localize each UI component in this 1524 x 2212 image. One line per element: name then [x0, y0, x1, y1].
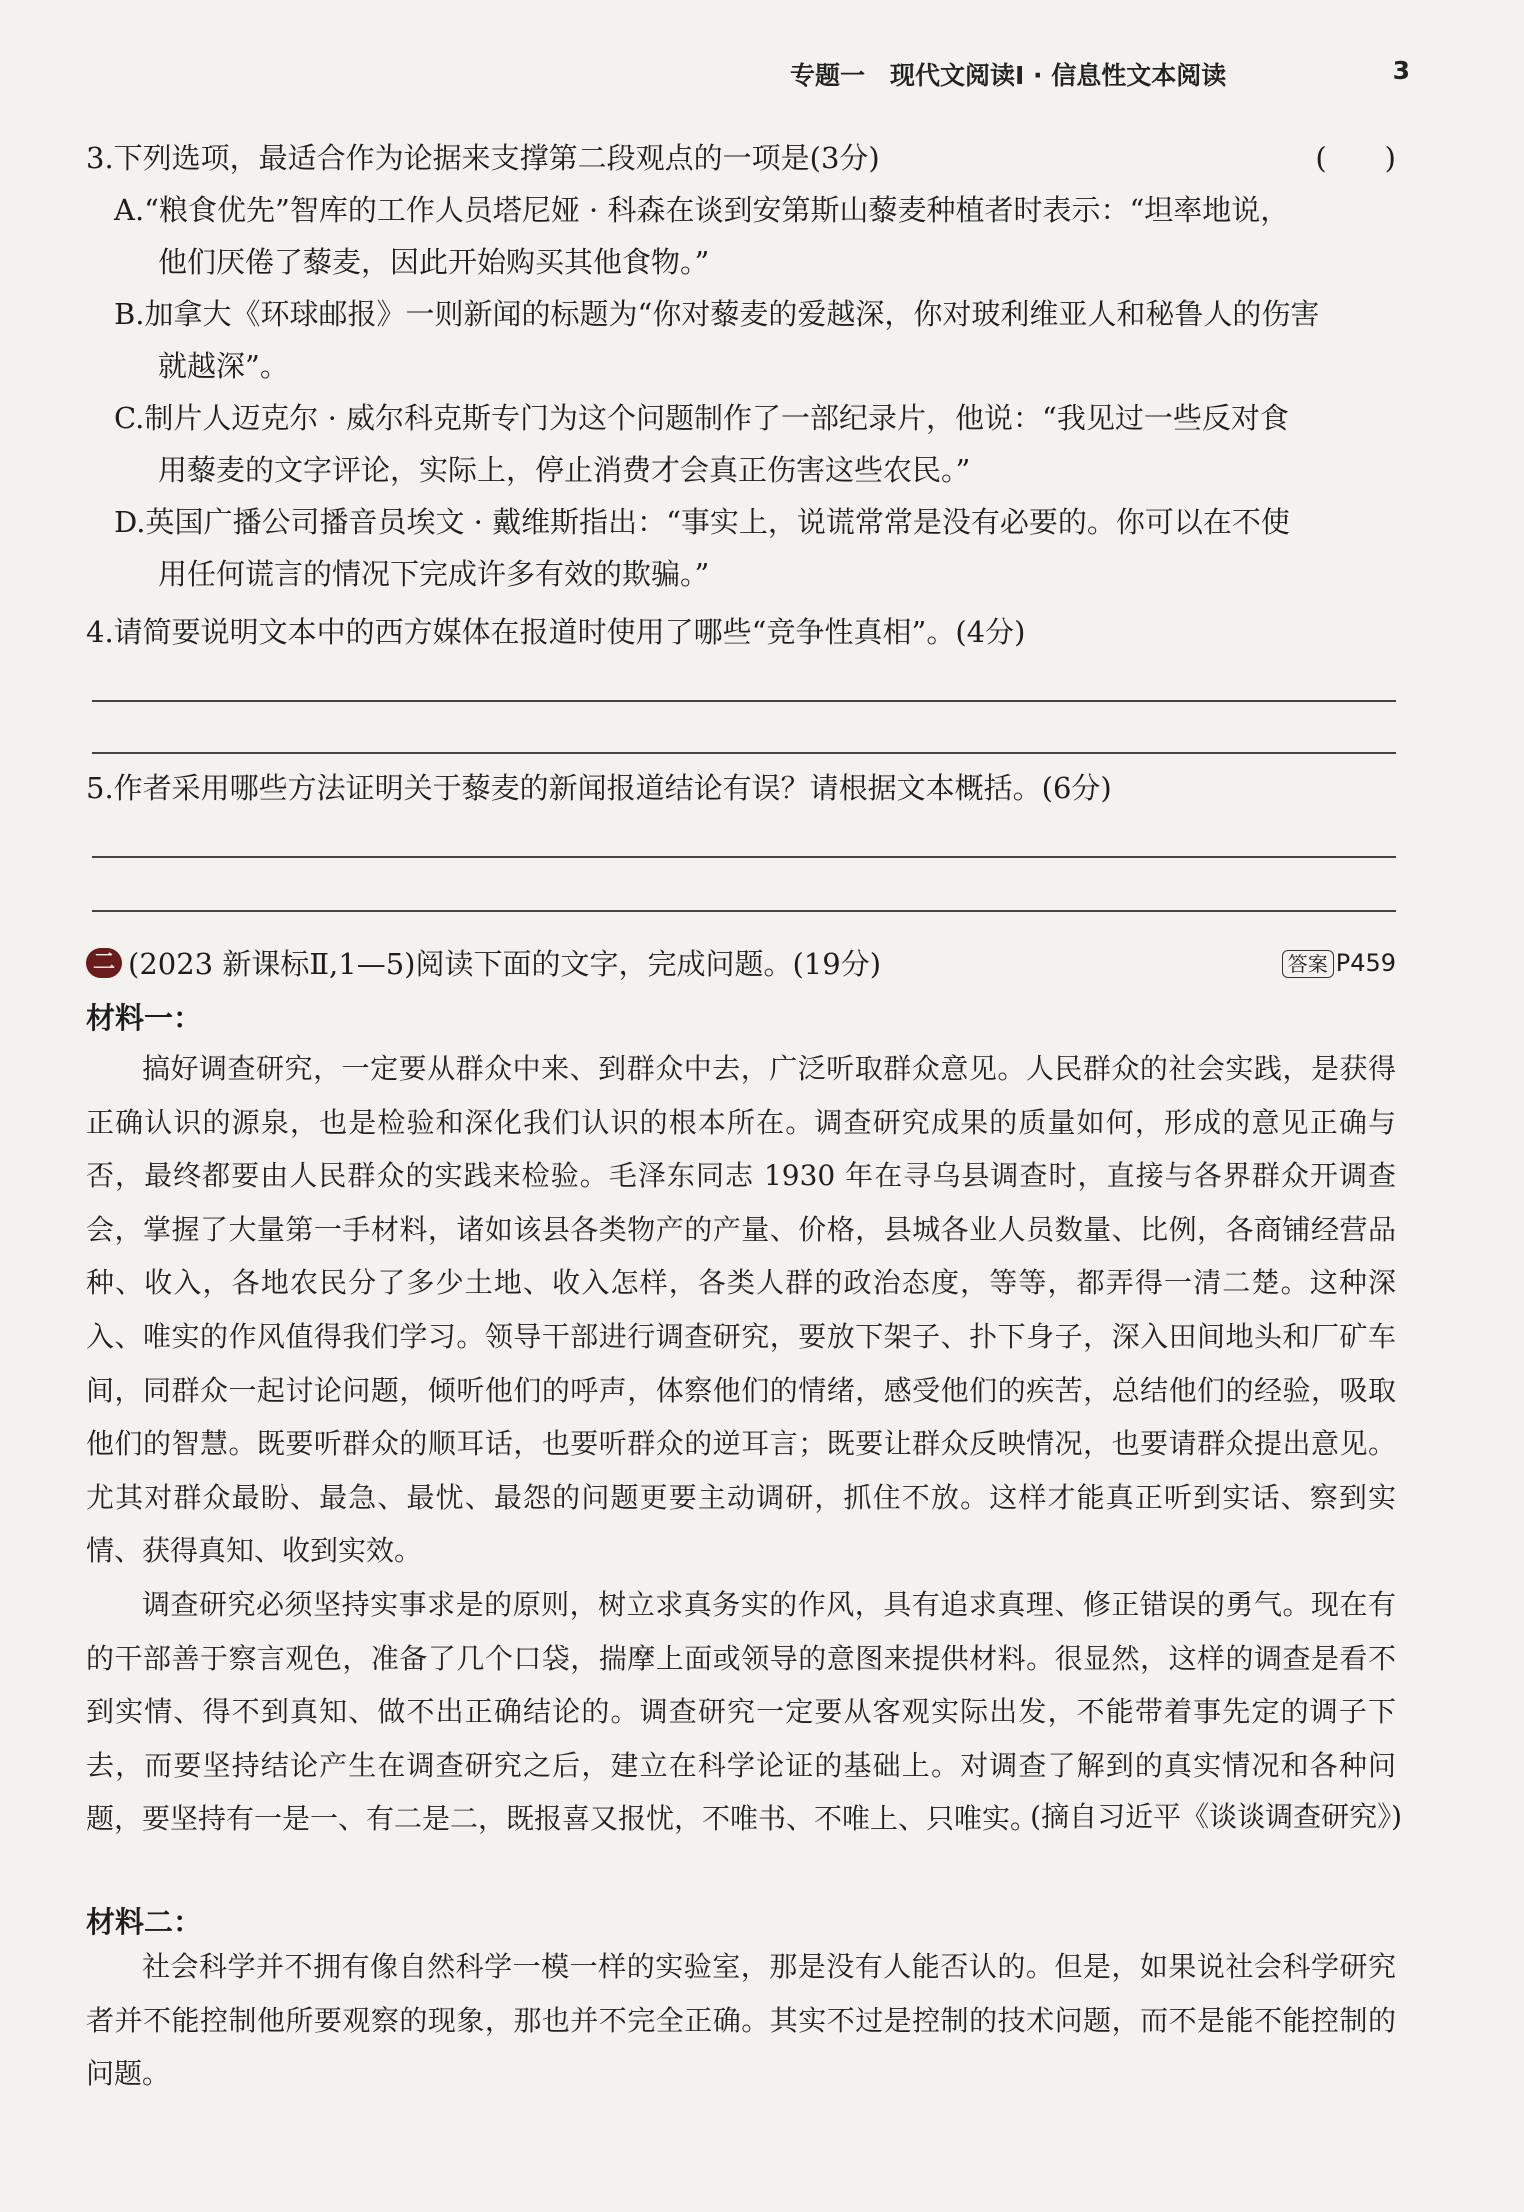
answer-line[interactable] — [92, 910, 1396, 912]
section-number-badge: 二 — [86, 948, 122, 978]
material-2-paragraph: 社会科学并不拥有像自然科学一模一样的实验室，那是没有人能否认的。但是，如果说社会科学研究者并不能控制他所要观察的现象，那也并不完全正确。其实不过是控制的技术问题，而不是能不能控制的问题。 — [86, 1950, 1396, 2091]
answer-line[interactable] — [92, 700, 1396, 702]
material-1-paragraph: 调查研究必须坚持实事求是的原则，树立求真务实的作风，具有追求真理、修正错误的勇气。现在有的干部善于察言观色，准备了几个口袋，揣摩上面或领导的意图来提供材料。很显然，这样的调查是看不到实情、得不到真知、做不出正确结论的。调查研究一定要从客观实际出发，不能带着事先定的调子下去，而要坚持结论产生在调查研究之后，建立在科学论证的基础上。对调查了解到的真实情况和各种问题，要坚持有一是一、有二是二，既报喜又报忧，不唯书、不唯上、只唯实。 — [86, 1587, 1396, 1836]
question-4 — [86, 606, 1404, 658]
option-a: A.“粮食优先”智库的工作人员塔尼娅 · 科森在谈到安第斯山藜麦种植者时表示：“坦率地说， 他们厌倦了藜麦，因此开始购买其他食物。” — [86, 184, 1404, 288]
material-2-body — [86, 1940, 1396, 2101]
option-d: D.英国广播公司播音员埃文 · 戴维斯指出：“事实上，说谎常常是没有必要的。你可以在不使 用任何谎言的情况下完成许多有效的欺骗。” — [86, 496, 1404, 600]
question-3 — [86, 132, 1404, 600]
option-c: C.制片人迈克尔 · 威尔科克斯专门为这个问题制作了一部纪录片，他说：“我见过一些反对食 用藜麦的文字评论，实际上，停止消费才会真正伤害这些农民。” — [86, 392, 1404, 496]
question-5-stem: 5.作者采用哪些方法证明关于藜麦的新闻报道结论有误？请根据文本概括。(6分) — [86, 771, 1112, 805]
option-b-text-line2: 就越深”。 — [158, 349, 289, 383]
answer-line[interactable] — [92, 856, 1396, 858]
question-5 — [86, 762, 1404, 814]
option-b: B.加拿大《环球邮报》一则新闻的标题为“你对藜麦的爱越深，你对玻利维亚人和秘鲁人的伤害 就越深”。 — [86, 288, 1404, 392]
page-number: 3 — [1392, 56, 1410, 85]
option-a-text-line1: “粮食优先”智库的工作人员塔尼娅 · 科森在谈到安第斯山藜麦种植者时表示：“坦率地说， — [144, 193, 1290, 227]
option-d-text-line2: 用任何谎言的情况下完成许多有效的欺骗。” — [158, 557, 710, 591]
answer-reference[interactable] — [1282, 946, 1396, 980]
answer-page: P459 — [1335, 949, 1396, 977]
section-2-header — [86, 942, 1396, 986]
answer-bracket: ( ) — [1315, 141, 1396, 175]
material-1-paragraph: 搞好调查研究，一定要从群众中来、到群众中去，广泛听取群众意见。人民群众的社会实践，是获得正确认识的源泉，也是检验和深化我们认识的根本所在。调查研究成果的质量如何，形成的意见正确与否，最终都要由人民群众的实践来检验。毛泽东同志 1930 年在寻乌县调查时，直接与各界群众开调查会，掌握了大量第一手材料，诸如该县各类物产的产量、价格，县城各业人员数量、比例，各商铺经营品种、收入，各地农民分了多少土地、收入怎样，各类人群的政治态度，等等，都弄得一清二楚。这种深入、唯实的作风值得我们学习。领导干部进行调查研究，要放下架子、扑下身子，深入田间地头和厂矿车间，同群众一起讨论问题，倾听他们的呼声，体察他们的情绪，感受他们的疾苦，总结他们的经验，吸取他们的智慧。既要听群众的顺耳话，也要听群众的逆耳言；既要让群众反映情况，也要请群众提出意见。尤其对群众最盼、最急、最忧、最怨的问题更要主动调研，抓住不放。这样才能真正听到实话、察到实情、获得真知、收到实效。 — [86, 1052, 1396, 1568]
option-c-text-line2: 用藜麦的文字评论，实际上，停止消费才会真正伤害这些农民。” — [158, 453, 971, 487]
section-header-title: 专题一 现代文阅读Ⅰ · 信息性文本阅读 — [790, 61, 1227, 90]
material-2-label: 材料二： — [86, 1905, 203, 1939]
answer-tag-icon: 答案 — [1282, 950, 1334, 978]
option-b-text-line1: 加拿大《环球邮报》一则新闻的标题为“你对藜麦的爱越深，你对玻利维亚人和秘鲁人的伤害 — [144, 297, 1320, 331]
section-2-title: (2023 新课标Ⅱ,1—5)阅读下面的文字，完成问题。(19分) — [128, 947, 882, 981]
option-d-text-line1: 英国广播公司播音员埃文 · 戴维斯指出：“事实上，说谎常常是没有必要的。你可以在不使 — [145, 505, 1290, 539]
material-1-body — [86, 1042, 1396, 1846]
option-a-text-line2: 他们厌倦了藜麦，因此开始购买其他食物。” — [158, 245, 710, 279]
question-3-stem: 3.下列选项，最适合作为论据来支撑第二段观点的一项是(3分) — [86, 141, 880, 175]
option-c-text-line1: 制片人迈克尔 · 威尔科克斯专门为这个问题制作了一部纪录片，他说：“我见过一些反对食 — [144, 401, 1289, 435]
page-header — [790, 56, 1410, 96]
material-1-source: (摘自习近平《谈谈调查研究》) — [1030, 1800, 1402, 1833]
question-4-stem: 4.请简要说明文本中的西方媒体在报道时使用了哪些“竞争性真相”。(4分) — [86, 615, 1026, 649]
answer-line[interactable] — [92, 752, 1396, 754]
material-1-label: 材料一： — [86, 1001, 203, 1035]
